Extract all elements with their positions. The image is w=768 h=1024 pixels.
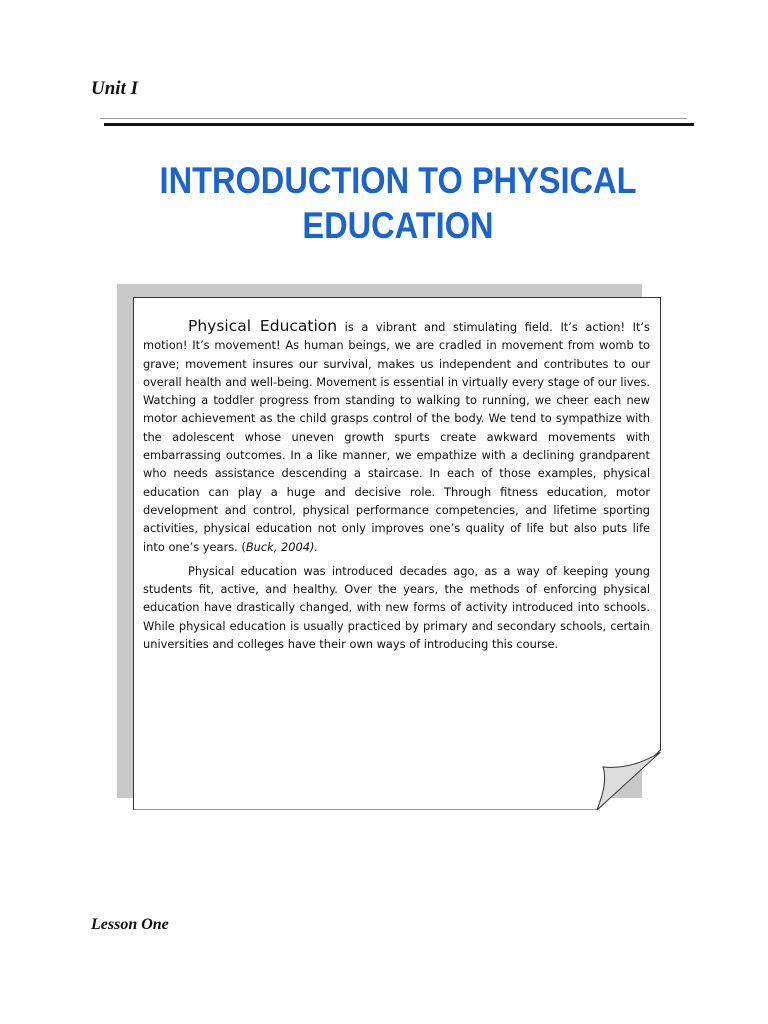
lesson-label: Lesson One [91, 916, 169, 933]
page-title: INTRODUCTION TO PHYSICAL EDUCATION [159, 160, 637, 246]
header-rule-thin [100, 118, 687, 119]
unit-label: Unit I [91, 78, 138, 99]
paragraph-1-text: is a vibrant and stimulating field. It’s action! It’s motion! It’s movement! As human beings, we are cradled in movement from womb to grave; movement insures our survival, makes us independent and contributes to our overall health and well-being. Movement is essential in virtually every stage of our lives. Watching a toddler progress from standing to walking to running, we cheer each new motor achievement as the child grasps control of the body. We tend to sympathize with the adolescent whose uneven growth spurts create awkward movements with embarrassing outcomes. In a like manner, we empathize with a declining grandparent who needs assistance descending a staircase. In each of those examples, physical education can play a huge and decisive role. Through fitness education, motor development and control, physical performance competencies, and lifetime sporting activities, physical education not only improves one’s quality of life but also puts life into one’s years. ( [143, 320, 650, 554]
paragraph-1 [143, 317, 650, 556]
citation: Buck, 2004). [245, 539, 319, 554]
header-rule-thick [104, 123, 694, 126]
paragraph-2-text: Physical education was introduced decades ago, as a way of keeping young students fit, active, and healthy. Over the years, the methods of enforcing physical education have drastically changed, with new forms of activity introduced into schools. While physical education is usually practiced by primary and secondary schools, certain universities and colleges have their own ways of introducing this course. [143, 563, 650, 652]
paragraph-2 [143, 562, 650, 653]
lead-term: Physical Education [188, 317, 338, 335]
note-card [133, 297, 661, 810]
card-body [143, 317, 650, 653]
